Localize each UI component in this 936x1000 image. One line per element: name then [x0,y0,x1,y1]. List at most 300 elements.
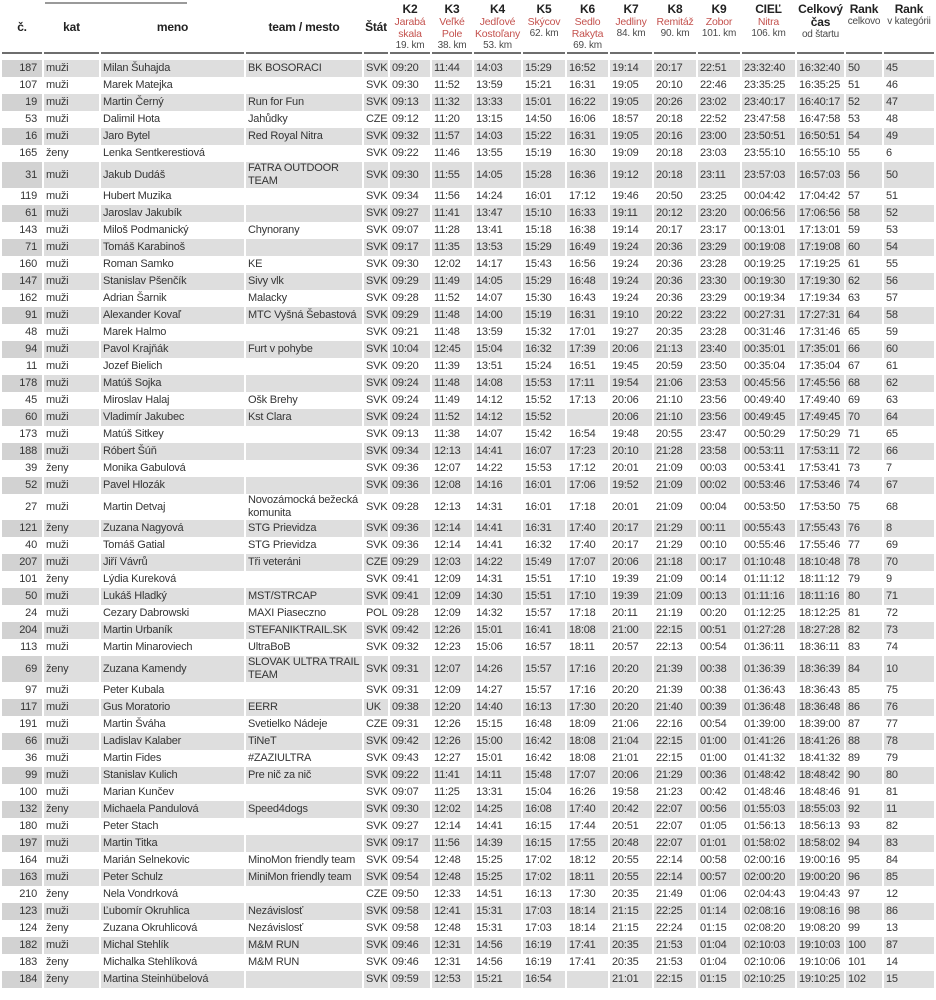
cell-k4: 14:08 [474,375,521,392]
cell-total: 17:53:50 [799,500,841,513]
cell-k8: 20:50 [656,190,683,202]
cell-kat: muži [46,326,69,338]
cell-k9: 23:00 [698,128,740,145]
cell-rankcat: 9 [886,573,892,585]
cell-stat: SVK [364,971,388,988]
cell-total: 17:49:45 [797,409,844,426]
table-row [2,205,934,222]
cell-k9: 00:57 [698,869,740,886]
cell-rankcat: 61 [886,360,898,372]
cell-no: 97 [25,684,37,696]
cell-meno: Miroslav Halaj [103,394,170,406]
cell-k5: 15:30 [525,292,552,304]
cell-ciel: 00:04:42 [744,190,786,202]
cell-k9: 01:06 [700,888,727,900]
cell-k8: 22:24 [656,922,683,934]
cell-k5: 16:07 [523,443,565,460]
cell-k8: 22:07 [654,835,696,852]
cell-stat: SVK [366,79,388,91]
cell-kat: muži [46,113,69,125]
cell-k3: 11:49 [432,273,472,290]
cell-kat: muži [46,786,69,798]
cell-team: UltraBoB [248,641,291,653]
cell-k9: 23:29 [698,239,740,256]
cell-stat: SVK [366,922,388,934]
cell-meno: Marian Kunčev [103,786,174,798]
cell-rankcat: 50 [884,162,934,188]
table-row [2,537,934,554]
cell-meno: Ľubomír Okruhlica [101,903,244,920]
column-header-meno [101,0,244,60]
cell-k7: 19:48 [612,428,639,440]
cell-no: 132 [2,801,42,818]
cell-k3: 11:41 [432,767,472,784]
cell-stat: SVK [366,786,388,798]
cell-total: 17:19:25 [799,258,841,270]
cell-rankcat: 63 [886,394,898,406]
cell-k5: 16:01 [525,190,552,202]
cell-k2: 09:30 [392,258,419,270]
cell-meno: Jozef Bielich [103,360,163,372]
header-row [2,0,934,60]
cell-k2: 09:17 [390,239,430,256]
cell-k9: 00:36 [698,767,740,784]
cell-meno: Marián Selnekovic [103,854,190,866]
cell-ciel: 00:35:01 [742,341,795,358]
cell-meno: Jaro Bytel [101,128,244,145]
cell-k2: 09:27 [392,820,419,832]
cell-total: 17:53:41 [799,462,841,474]
cell-no: 182 [2,937,42,954]
cell-k2: 09:36 [392,539,419,551]
cell-rankcat: 66 [884,443,934,460]
column-label: Rank [849,2,879,16]
column-sublabel: 53. km [483,40,512,51]
cell-k2: 09:50 [392,888,419,900]
cell-meno: Michalka Stehlíková [103,956,198,968]
cell-k3: 12:41 [432,903,472,920]
cell-k5: 15:10 [523,205,565,222]
cell-rankcat: 73 [884,622,934,639]
cell-team [246,145,362,162]
cell-meno: Zuzana Kamendy [101,656,244,682]
cell-meno: Peter Stach [103,820,159,832]
cell-k3: 12:31 [432,937,472,954]
cell-k7: 20:20 [610,656,652,682]
cell-k6: 17:07 [567,767,608,784]
cell-no: 60 [2,409,42,426]
cell-meno: Martin Černý [101,94,244,111]
cell-k3: 12:07 [432,656,472,682]
table-row [2,145,934,162]
cell-k8: 21:29 [656,539,683,551]
cell-ciel: 01:39:00 [744,718,786,730]
cell-rankcat: 85 [884,869,934,886]
cell-rankcat: 46 [886,79,898,91]
cell-k3: 12:03 [432,554,472,571]
cell-rankcat: 77 [886,718,898,730]
cell-k2: 09:42 [390,733,430,750]
cell-k8: 22:14 [656,854,683,866]
column-label: K6 [580,2,595,16]
cell-k2: 09:24 [392,394,419,406]
cell-meno: Martin Detvaj [103,500,166,513]
cell-no: 183 [19,956,37,968]
column-header-ciel [742,0,795,60]
table-row [2,801,934,818]
table-row [2,324,934,341]
cell-k7: 20:51 [612,820,639,832]
cell-k6: 17:40 [567,801,608,818]
cell-kat: muži [46,820,69,832]
cell-kat: muži [44,162,99,188]
cell-kat: muži [44,733,99,750]
cell-k4: 14:30 [474,588,521,605]
cell-total: 19:10:25 [797,971,844,988]
cell-rank: 56 [846,162,882,188]
cell-no: 178 [2,375,42,392]
table-row [2,750,934,767]
cell-k9: 23:25 [700,190,727,202]
cell-rank: 94 [846,835,882,852]
cell-no: 147 [2,273,42,290]
cell-rank: 97 [848,888,860,900]
checkpoint-name: Jarabá [394,16,426,28]
cell-rankcat: 11 [884,801,934,818]
cell-k2: 09:36 [390,520,430,537]
table-row [2,188,934,205]
column-sublabel: od štartu [801,29,840,40]
cell-ciel: 01:36:43 [744,684,786,696]
cell-kat: ženy [46,888,69,900]
cell-stat: SVK [364,94,388,111]
cell-k9: 01:15 [698,971,740,988]
cell-k8: 20:18 [654,162,696,188]
cell-kat: muži [44,443,99,460]
table-row [2,733,934,750]
cell-kat: muži [46,360,69,372]
cell-kat: muži [46,718,69,730]
table-row [2,682,934,699]
cell-stat: SVK [366,394,388,406]
cell-no: 188 [2,443,42,460]
cell-k2: 09:24 [390,409,430,426]
cell-rankcat: 86 [884,903,934,920]
cell-no: 53 [25,113,37,125]
cell-k8: 22:07 [654,801,696,818]
cell-k3: 12:31 [434,956,461,968]
cell-k5: 15:51 [525,573,552,585]
cell-ciel: 02:00:20 [742,869,795,886]
cell-ciel: 00:19:30 [742,273,795,290]
column-sublabel: 90. km [660,28,690,39]
cell-k3: 11:57 [432,128,472,145]
cell-kat: muži [44,375,99,392]
cell-meno: Lenka Sentkerestiová [103,147,205,159]
cell-k6: 17:12 [569,190,596,202]
cell-k8: 21:23 [656,786,683,798]
cell-k7: 20:48 [610,835,652,852]
cell-no: 124 [19,922,37,934]
cell-ciel: 00:45:56 [742,375,795,392]
cell-rankcat: 13 [886,922,898,934]
cell-k6: 18:14 [569,922,596,934]
cell-k9: 23:53 [698,375,740,392]
cell-k6: 17:10 [569,573,596,585]
cell-total: 19:00:16 [799,854,841,866]
cell-k7: 20:06 [612,394,639,406]
cell-ciel: 23:55:10 [744,147,786,159]
table-row [2,60,934,77]
cell-k9: 23:56 [698,409,740,426]
cell-k5: 17:02 [525,854,552,866]
cell-stat: SVK [364,205,388,222]
cell-meno: Alexander Kovaľ [101,307,244,324]
cell-kat: muži [44,903,99,920]
cell-k2: 09:46 [392,956,419,968]
cell-total: 16:57:03 [797,162,844,188]
cell-rank: 67 [848,360,860,372]
cell-k4: 14:41 [474,443,521,460]
cell-k2: 09:29 [390,307,430,324]
cell-team: Sivy vlk [246,273,362,290]
cell-rankcat: 71 [884,588,934,605]
cell-rank: 93 [848,820,860,832]
cell-meno: Zuzana Nagyová [101,520,244,537]
column-header-k6 [567,0,608,60]
cell-team: SLOVAK ULTRA TRAIL TEAM [246,656,362,682]
table-row [2,128,934,145]
cell-k5: 16:32 [523,341,565,358]
cell-k7: 20:35 [612,956,639,968]
cell-rank: 75 [848,500,860,513]
cell-stat: SVK [364,937,388,954]
cell-k4: 14:56 [474,937,521,954]
header-underline [364,52,388,54]
cell-stat: UK [364,699,388,716]
cell-k8: 21:18 [654,554,696,571]
table-row [2,571,934,588]
cell-rank: 57 [848,190,860,202]
table-row [2,392,934,409]
cell-k5: 16:42 [525,752,552,764]
cell-k7: 19:24 [612,258,639,270]
cell-k9: 23:50 [700,360,727,372]
cell-k7: 20:10 [610,443,652,460]
cell-rankcat: 6 [886,147,892,159]
cell-k6: 17:18 [569,500,596,513]
header-underline [846,52,882,54]
cell-stat: SVK [366,258,388,270]
cell-total: 18:56:13 [799,820,841,832]
cell-k6: 17:41 [567,937,608,954]
cell-stat: SVK [364,801,388,818]
cell-k2: 09:34 [392,190,419,202]
cell-rank: 89 [848,752,860,764]
cell-total: 18:10:48 [797,554,844,571]
cell-meno: Peter Schulz [101,869,244,886]
cell-team [246,358,362,375]
cell-team [246,324,362,341]
cell-k3: 12:27 [434,752,461,764]
cell-rank: 74 [846,477,882,494]
cell-k7: 20:06 [610,409,652,426]
cell-no: 99 [2,767,42,784]
cell-k6: 16:36 [567,162,608,188]
cell-total: 16:32:40 [797,60,844,77]
cell-k7: 19:24 [612,292,639,304]
cell-k4: 15:06 [476,641,503,653]
header-underline [523,52,565,54]
cell-kat: ženy [46,956,69,968]
column-label: K7 [623,2,639,16]
cell-stat: SVK [366,956,388,968]
cell-kat: muži [46,292,69,304]
cell-k7: 19:52 [610,477,652,494]
cell-k4: 13:51 [476,360,503,372]
cell-k4: 14:07 [476,428,503,440]
cell-k7: 19:05 [612,79,639,91]
cell-k3: 12:14 [434,539,461,551]
cell-total: 18:41:32 [799,752,841,764]
cell-k9: 00:13 [698,588,740,605]
cell-k9: 00:54 [700,641,727,653]
cell-rankcat: 14 [886,956,898,968]
cell-rank: 58 [846,205,882,222]
cell-k3: 12:26 [432,733,472,750]
cell-k8: 20:12 [654,205,696,222]
column-label: K8 [667,2,683,16]
cell-total: 17:27:31 [797,307,844,324]
table-row [2,954,934,971]
cell-ciel: 01:27:28 [742,622,795,639]
cell-meno: Róbert Šúň [101,443,244,460]
cell-k9: 23:11 [698,162,740,188]
cell-stat: SVK [364,239,388,256]
cell-k8: 21:10 [654,409,696,426]
cell-rank: 76 [846,520,882,537]
cell-kat: muži [44,409,99,426]
cell-no: 191 [19,718,37,730]
cell-k8: 20:26 [654,94,696,111]
column-label: č. [17,20,27,34]
cell-k3: 11:32 [432,94,472,111]
cell-kat: muži [44,554,99,571]
cell-k3: 12:14 [434,820,461,832]
cell-k5: 15:43 [525,258,552,270]
cell-total: 16:35:25 [799,79,841,91]
cell-rank: 73 [848,462,860,474]
table-row [2,784,934,801]
header-underline [246,52,362,54]
checkpoint-name: Nitra [757,16,780,28]
cell-stat: SVK [366,224,388,236]
cell-stat: SVK [366,752,388,764]
cell-stat: SVK [366,820,388,832]
cell-rank: 72 [846,443,882,460]
cell-k8: 22:14 [654,869,696,886]
cell-kat: ženy [46,147,69,159]
header-underline [567,52,608,54]
cell-stat: SVK [366,360,388,372]
cell-total: 18:48:46 [799,786,841,798]
cell-k5: 15:52 [525,394,552,406]
cell-rank: 99 [848,922,860,934]
cell-k9: 23:28 [700,326,727,338]
cell-rankcat: 51 [886,190,898,202]
cell-stat: CZE [366,113,388,125]
cell-k2: 09:17 [390,835,430,852]
cell-team [246,784,362,801]
table-row [2,886,934,903]
cell-k5: 17:03 [523,903,565,920]
cell-rank: 64 [846,307,882,324]
cell-kat: muži [46,79,69,91]
column-header-k2 [390,0,430,60]
cell-no: 143 [19,224,37,236]
cell-rankcat: 60 [884,341,934,358]
cell-k2: 09:41 [392,573,419,585]
cell-rank: 60 [846,239,882,256]
cell-ciel: 01:36:48 [742,699,795,716]
cell-team: Svetielko Nádeje [248,718,328,730]
cell-k6: 16:06 [569,113,596,125]
cell-k5: 16:48 [525,718,552,730]
column-sublabel: 62. km [529,28,559,39]
cell-k5: 15:29 [523,273,565,290]
cell-k8: 21:10 [656,394,683,406]
cell-k9: 00:03 [700,462,727,474]
cell-total: 19:10:03 [797,937,844,954]
cell-k2: 09:21 [392,326,419,338]
cell-k7: 20:06 [610,767,652,784]
cell-ciel: 00:13:01 [744,224,786,236]
cell-k3: 11:52 [432,409,472,426]
cell-k4: 13:55 [476,147,503,159]
cell-meno: Jiří Vávrů [101,554,244,571]
cell-stat: SVK [364,162,388,188]
cell-k9: 01:05 [700,820,727,832]
cell-k2: 09:24 [390,375,430,392]
cell-team: EERR [246,699,362,716]
cell-k2: 09:07 [392,224,419,236]
cell-rank: 85 [848,684,860,696]
cell-kat: muži [44,341,99,358]
cell-rankcat: 74 [886,641,898,653]
cell-k9: 23:40 [698,341,740,358]
table-row [2,443,934,460]
cell-k2: 09:32 [390,128,430,145]
cell-k4: 14:26 [474,656,521,682]
cell-k6: 17:40 [567,520,608,537]
cell-k2: 09:41 [390,588,430,605]
cell-team: STG Prievidza [246,520,362,537]
cell-k3: 11:55 [432,162,472,188]
cell-meno: Tomáš Gatial [103,539,165,551]
cell-k9: 00:17 [698,554,740,571]
table-row [2,94,934,111]
cell-no: 36 [25,752,37,764]
checkpoint-name: Zobor [705,16,733,28]
cell-rankcat: 69 [886,539,898,551]
checkpoint-name: Veľké [439,16,465,28]
cell-kat: muži [46,500,69,513]
cell-ciel: 01:55:03 [742,801,795,818]
cell-k6: 16:31 [567,307,608,324]
cell-rank: 102 [846,971,882,988]
cell-k3: 12:08 [432,477,472,494]
cell-k8: 21:29 [654,767,696,784]
